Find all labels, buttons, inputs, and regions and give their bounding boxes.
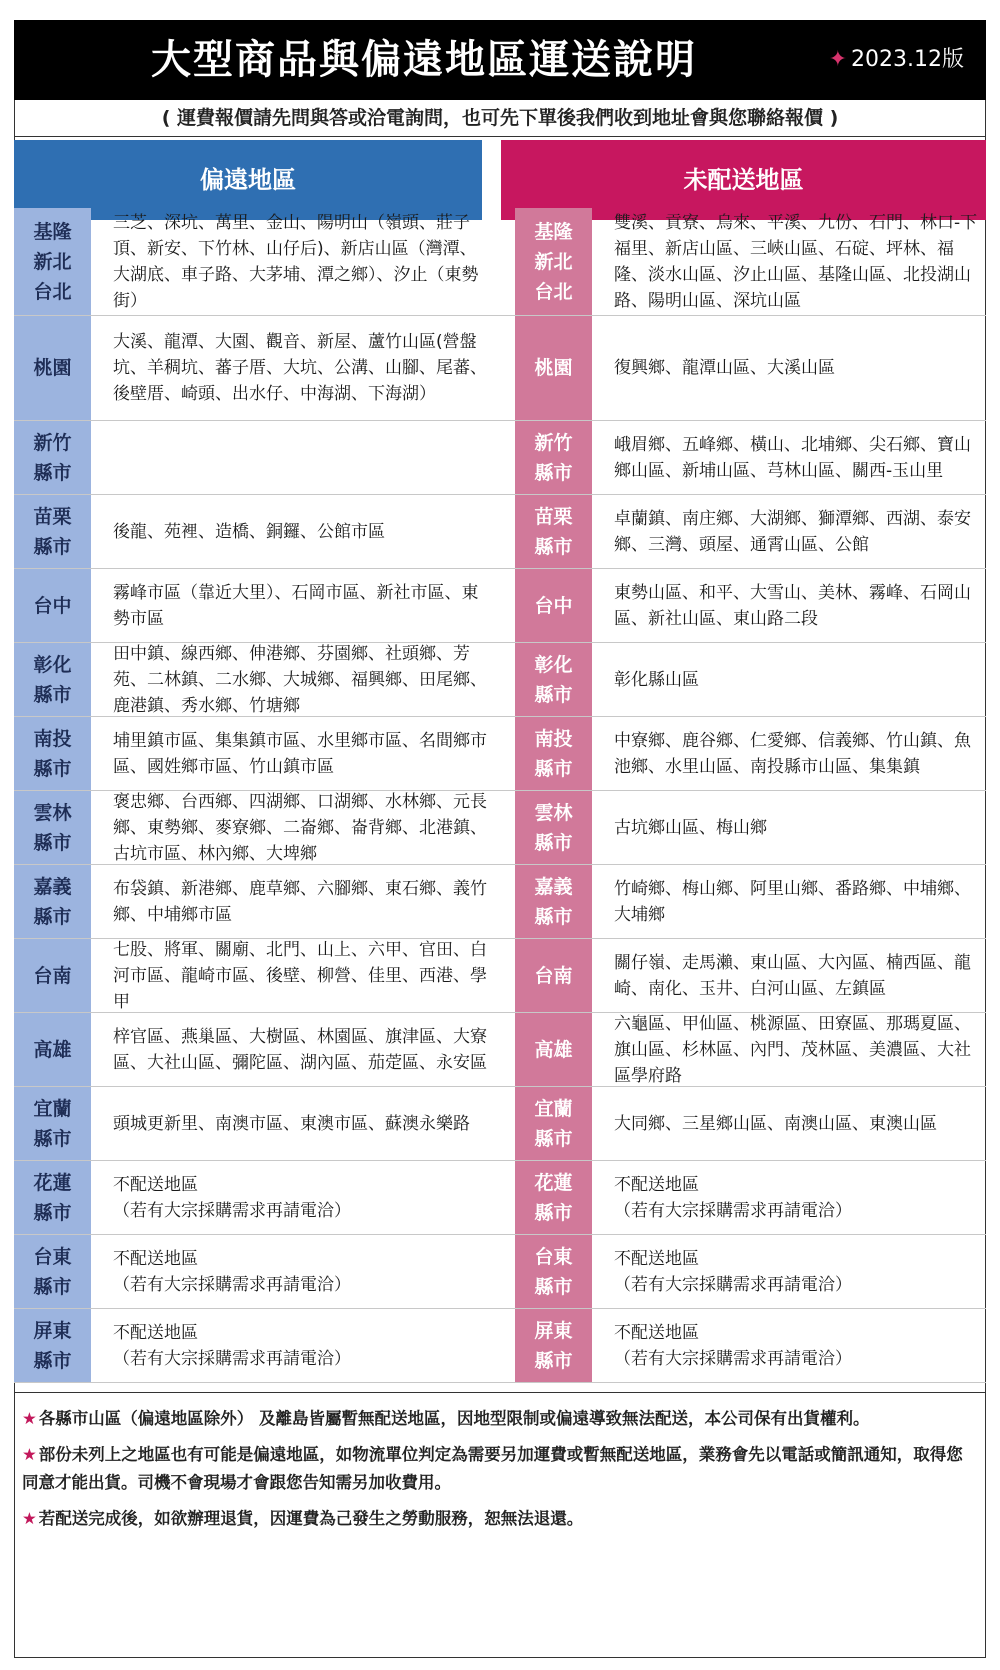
region-label: 嘉義 縣市 <box>14 865 91 938</box>
region-label: 台東 縣市 <box>515 1235 592 1308</box>
region-label: 南投 縣市 <box>14 717 91 790</box>
no-delivery-cell: 不配送地區 （若有大宗採購需求再請電洽） <box>614 1322 852 1369</box>
region-label: 花蓮 縣市 <box>515 1161 592 1234</box>
region-label: 彰化 縣市 <box>14 643 91 716</box>
divider <box>14 136 986 137</box>
region-label: 台南 <box>14 939 91 1012</box>
remote-areas-cell: 布袋鎮、新港鄉、鹿草鄉、六腳鄉、東石鄉、義竹鄉、中埔鄉市區 <box>113 878 487 925</box>
remote-areas-cell: 不配送地區 （若有大宗採購需求再請電洽） <box>113 1322 351 1369</box>
remote-areas-cell: 七股、將軍、關廟、北門、山上、六甲、官田、白河市區、龍崎市區、後壁、柳營、佳里、西港、學甲 <box>113 939 487 1012</box>
remote-areas-cell: 梓官區、燕巢區、大樹區、林園區、旗津區、大寮區、大社山區、彌陀區、湖內區、茄萣區、永安區 <box>113 1026 487 1073</box>
region-row <box>14 865 986 939</box>
remote-areas-cell: 不配送地區 （若有大宗採購需求再請電洽） <box>113 1174 351 1221</box>
region-row <box>14 495 986 569</box>
region-row <box>14 421 986 495</box>
no-delivery-cell: 竹崎鄉、梅山鄉、阿里山鄉、番路鄉、中埔鄉、大埔鄉 <box>614 878 971 925</box>
region-row <box>14 1235 986 1309</box>
remote-areas-cell: 大溪、龍潭、大園、觀音、新屋、蘆竹山區(營盤坑、羊稠坑、蕃子厝、大坑、公溝、山腳、尾蕃、後壁厝、崎頭、出水仔、中海湖、下海湖） <box>113 332 487 404</box>
star-icon: ★ <box>22 1409 37 1428</box>
subtitle: ( 運費報價請先問與答或洽電詢問，也可先下單後我們收到地址會與您聯絡報價 ) <box>161 107 839 129</box>
remote-areas-cell: 三芝、深坑、萬里、金山、陽明山（嶺頭、莊子頂、新安、下竹林、山仔后)、新店山區（灣潭、大湖底、車子路、大茅埔、潭之鄉）、汐止（東勢街） <box>113 212 479 311</box>
no-delivery-cell: 關仔嶺、走馬瀨、東山區、大內區、楠西區、龍崎、南化、玉井、白河山區、左鎮區 <box>614 952 971 999</box>
region-label: 桃園 <box>515 316 592 420</box>
region-label: 台中 <box>515 569 592 642</box>
region-row <box>14 939 986 1013</box>
no-delivery-heading: 未配送地區 <box>501 140 986 220</box>
no-delivery-cell: 彰化縣山區 <box>614 669 699 690</box>
region-label: 南投 縣市 <box>515 717 592 790</box>
notes-section <box>14 1392 986 1528</box>
no-delivery-cell: 峨眉鄉、五峰鄉、橫山、北埔鄉、尖石鄉、寶山鄉山區、新埔山區、芎林山區、關西-玉山里 <box>614 434 971 481</box>
region-label: 基隆 新北 台北 <box>14 208 91 315</box>
version-label <box>829 20 964 100</box>
no-delivery-cell: 雙溪、貢寮、烏來、平溪、九份、石門、林口-下福里、新店山區、三峽山區、石碇、坪林、福隆、淡水山區、汐止山區、基隆山區、北投湖山路、陽明山區、深坑山區 <box>614 212 978 311</box>
no-delivery-cell: 中寮鄉、鹿谷鄉、仁愛鄉、信義鄉、竹山鎮、魚池鄉、水里山區、南投縣市山區、集集鎮 <box>614 730 971 777</box>
region-row <box>14 208 986 316</box>
no-delivery-cell: 大同鄉、三星鄉山區、南澳山區、東澳山區 <box>614 1113 937 1134</box>
region-row <box>14 316 986 421</box>
region-row <box>14 1309 986 1383</box>
note-text: 各縣市山區（偏遠地區除外） 及離島皆屬暫無配送地區，因地型限制或偏遠導致無法配送，本公司保有出貨權利。 <box>38 1409 870 1428</box>
region-label: 雲林 縣市 <box>515 791 592 864</box>
region-label: 花蓮 縣市 <box>14 1161 91 1234</box>
region-label: 屏東 縣市 <box>515 1309 592 1382</box>
no-delivery-cell: 不配送地區 （若有大宗採購需求再請電洽） <box>614 1174 852 1221</box>
remote-areas-cell: 不配送地區 （若有大宗採購需求再請電洽） <box>113 1248 351 1295</box>
no-delivery-cell: 不配送地區 （若有大宗採購需求再請電洽） <box>614 1248 852 1295</box>
title-bar <box>14 20 986 100</box>
star-icon: ★ <box>22 1445 37 1464</box>
region-row <box>14 717 986 791</box>
remote-areas-heading: 偏遠地區 <box>14 140 482 220</box>
region-label: 台中 <box>14 569 91 642</box>
region-label: 宜蘭 縣市 <box>14 1087 91 1160</box>
region-label: 宜蘭 縣市 <box>515 1087 592 1160</box>
region-label: 苗栗 縣市 <box>14 495 91 568</box>
remote-areas-cell <box>91 421 496 494</box>
remote-areas-cell: 田中鎮、線西鄉、伸港鄉、芬園鄉、社頭鄉、芳苑、二林鎮、二水鄉、大城鄉、福興鄉、田尾鄉、鹿港鎮、秀水鄉、竹塘鄉 <box>113 643 487 716</box>
region-label: 新竹 縣市 <box>515 421 592 494</box>
region-label: 苗栗 縣市 <box>515 495 592 568</box>
region-label: 嘉義 縣市 <box>515 865 592 938</box>
no-delivery-cell: 東勢山區、和平、大雪山、美林、霧峰、石岡山區、新社山區、東山路二段 <box>614 582 971 629</box>
remote-areas-cell: 後龍、苑裡、造橋、銅鑼、公館市區 <box>113 521 385 542</box>
region-row <box>14 643 986 717</box>
note-3 <box>22 1505 972 1533</box>
note-text: 若配送完成後，如欲辦理退貨，因運費為己發生之勞動服務，恕無法退還。 <box>38 1509 584 1528</box>
no-delivery-cell: 古坑鄉山區、梅山鄉 <box>614 817 767 838</box>
note-2 <box>22 1441 972 1497</box>
region-row <box>14 791 986 865</box>
remote-areas-cell: 褒忠鄉、台西鄉、四湖鄉、口湖鄉、水林鄉、元長鄉、東勢鄉、麥寮鄉、二崙鄉、崙背鄉、北港鎮、古坑市區、林內鄉、大埤鄉 <box>113 791 487 864</box>
region-label: 台南 <box>515 939 592 1012</box>
region-label: 彰化 縣市 <box>515 643 592 716</box>
region-label: 高雄 <box>515 1013 592 1086</box>
no-delivery-cell: 卓蘭鎮、南庄鄉、大湖鄉、獅潭鄉、西湖、泰安鄉、三灣、頭屋、通霄山區、公館 <box>614 508 971 555</box>
page-title: 大型商品與偏遠地區運送說明 <box>151 37 697 83</box>
region-row <box>14 1087 986 1161</box>
star-icon: ✦ <box>828 47 848 72</box>
remote-areas-cell: 霧峰市區（靠近大里）、石岡市區、新社市區、東勢市區 <box>113 582 479 629</box>
remote-areas-cell: 頭城更新里、南澳市區、東澳市區、蘇澳永樂路 <box>113 1113 470 1134</box>
no-delivery-cell: 復興鄉、龍潭山區、大溪山區 <box>614 358 835 378</box>
region-row <box>14 1161 986 1235</box>
region-label: 台東 縣市 <box>14 1235 91 1308</box>
region-label: 高雄 <box>14 1013 91 1086</box>
region-label: 雲林 縣市 <box>14 791 91 864</box>
region-row <box>14 1013 986 1087</box>
region-label: 屏東 縣市 <box>14 1309 91 1382</box>
version-text: 2023.12版 <box>851 47 964 72</box>
remote-areas-cell: 埔里鎮市區、集集鎮市區、水里鄉市區、名間鄉市區、國姓鄉市區、竹山鎮市區 <box>113 730 487 777</box>
region-row <box>14 569 986 643</box>
no-delivery-cell: 六龜區、甲仙區、桃源區、田寮區、那瑪夏區、旗山區、杉林區、內門、茂林區、美濃區、大社區學府路 <box>614 1013 971 1086</box>
note-text: 部份未列上之地區也有可能是偏遠地區，如物流單位判定為需要另加運費或暫無配送地區，業務會先以電話或簡訊通知，取得您同意才能出貨。司機不會現場才會跟您告知需另加收費用。 <box>22 1445 963 1492</box>
star-icon: ★ <box>22 1509 37 1528</box>
region-label: 桃園 <box>14 316 91 420</box>
region-label: 新竹 縣市 <box>14 421 91 494</box>
region-label: 基隆 新北 台北 <box>515 208 592 315</box>
note-1 <box>22 1405 972 1433</box>
